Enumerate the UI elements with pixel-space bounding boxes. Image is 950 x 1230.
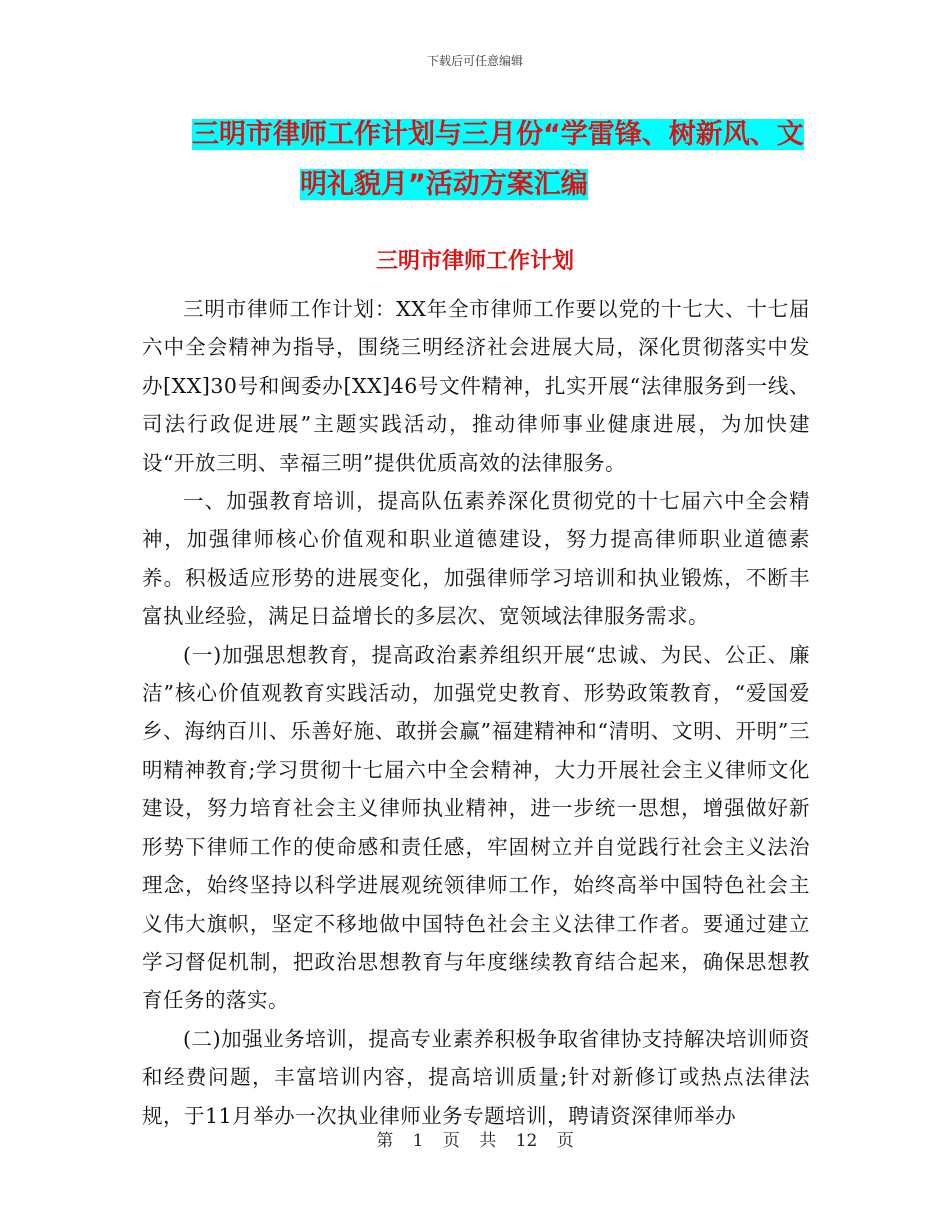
document-title-line-1: 三明市律师工作计划与三月份“学雷锋、树新风、文: [192, 119, 804, 150]
total-word: 共: [479, 1131, 497, 1151]
page-suffix: 页: [556, 1131, 574, 1151]
current-page-number: 1: [412, 1131, 424, 1151]
document-body: [142, 290, 810, 1135]
paragraph: 三明市律师工作计划：XX年全市律师工作要以党的十七大、十七届六中全会精神为指导，围绕三明经济社会进展大局，深化贯彻落实中发办[XX]30号和闽委办[XX]46号文件精神，扎实开展“法律服务到一线、司法行政促进展”主题实践活动，推动律师事业健康进展，为加快建设“开放三明、幸福三明”提供优质高效的法律服务。: [142, 297, 810, 475]
page-number-footer: [0, 1126, 950, 1151]
paragraph: (一)加强思想教育，提高政治素养组织开展“忠诚、为民、公正、廉洁”核心价值观教育实践活动，加强党史教育、形势政策教育，“爱国爱乡、海纳百川、乐善好施、敢拼会赢”福建精神和“清明、文明、开明”三明精神教育;学习贯彻十七届六中全会精神，大力开展社会主义律师文化建设，努力培育社会主义律师执业精神，进一步统一思想，增强做好新形势下律师工作的使命感和责任感，牢固树立并自觉践行社会主义法治理念，始终坚持以科学进展观统领律师工作，始终高举中国特色社会主义伟大旗帜，坚定不移地做中国特色社会主义法律工作者。要通过建立学习督促机制，把政治思想教育与年度继续教育结合起来，确保思想教育任务的落实。: [142, 642, 810, 1013]
document-title-line-2: 明礼貌月”活动方案汇编: [300, 169, 588, 200]
paragraph: 一、加强教育培训，提高队伍素养深化贯彻党的十七届六中全会精神，加强律师核心价值观和职业道德建设，努力提高律师职业道德素养。积极适应形势的进展变化，加强律师学习培训和执业锻炼，不断丰富执业经验，满足日益增长的多层次、宽领域法律服务需求。: [142, 489, 810, 629]
header-note: 下载后可任意编辑: [426, 54, 523, 68]
page-word: 页: [442, 1131, 460, 1151]
section-title: 三明市律师工作计划: [375, 249, 574, 274]
document-title: [140, 110, 820, 210]
total-page-count: 12: [515, 1131, 538, 1151]
paragraph: (二)加强业务培训，提高专业素养积极争取省律协支持解决培训师资和经费问题，丰富培训内容，提高培训质量;针对新修订或热点法律法规，于11月举办一次执业律师业务专题培训，聘请资深律师举办: [142, 1026, 810, 1128]
page-prefix: 第: [376, 1131, 394, 1151]
